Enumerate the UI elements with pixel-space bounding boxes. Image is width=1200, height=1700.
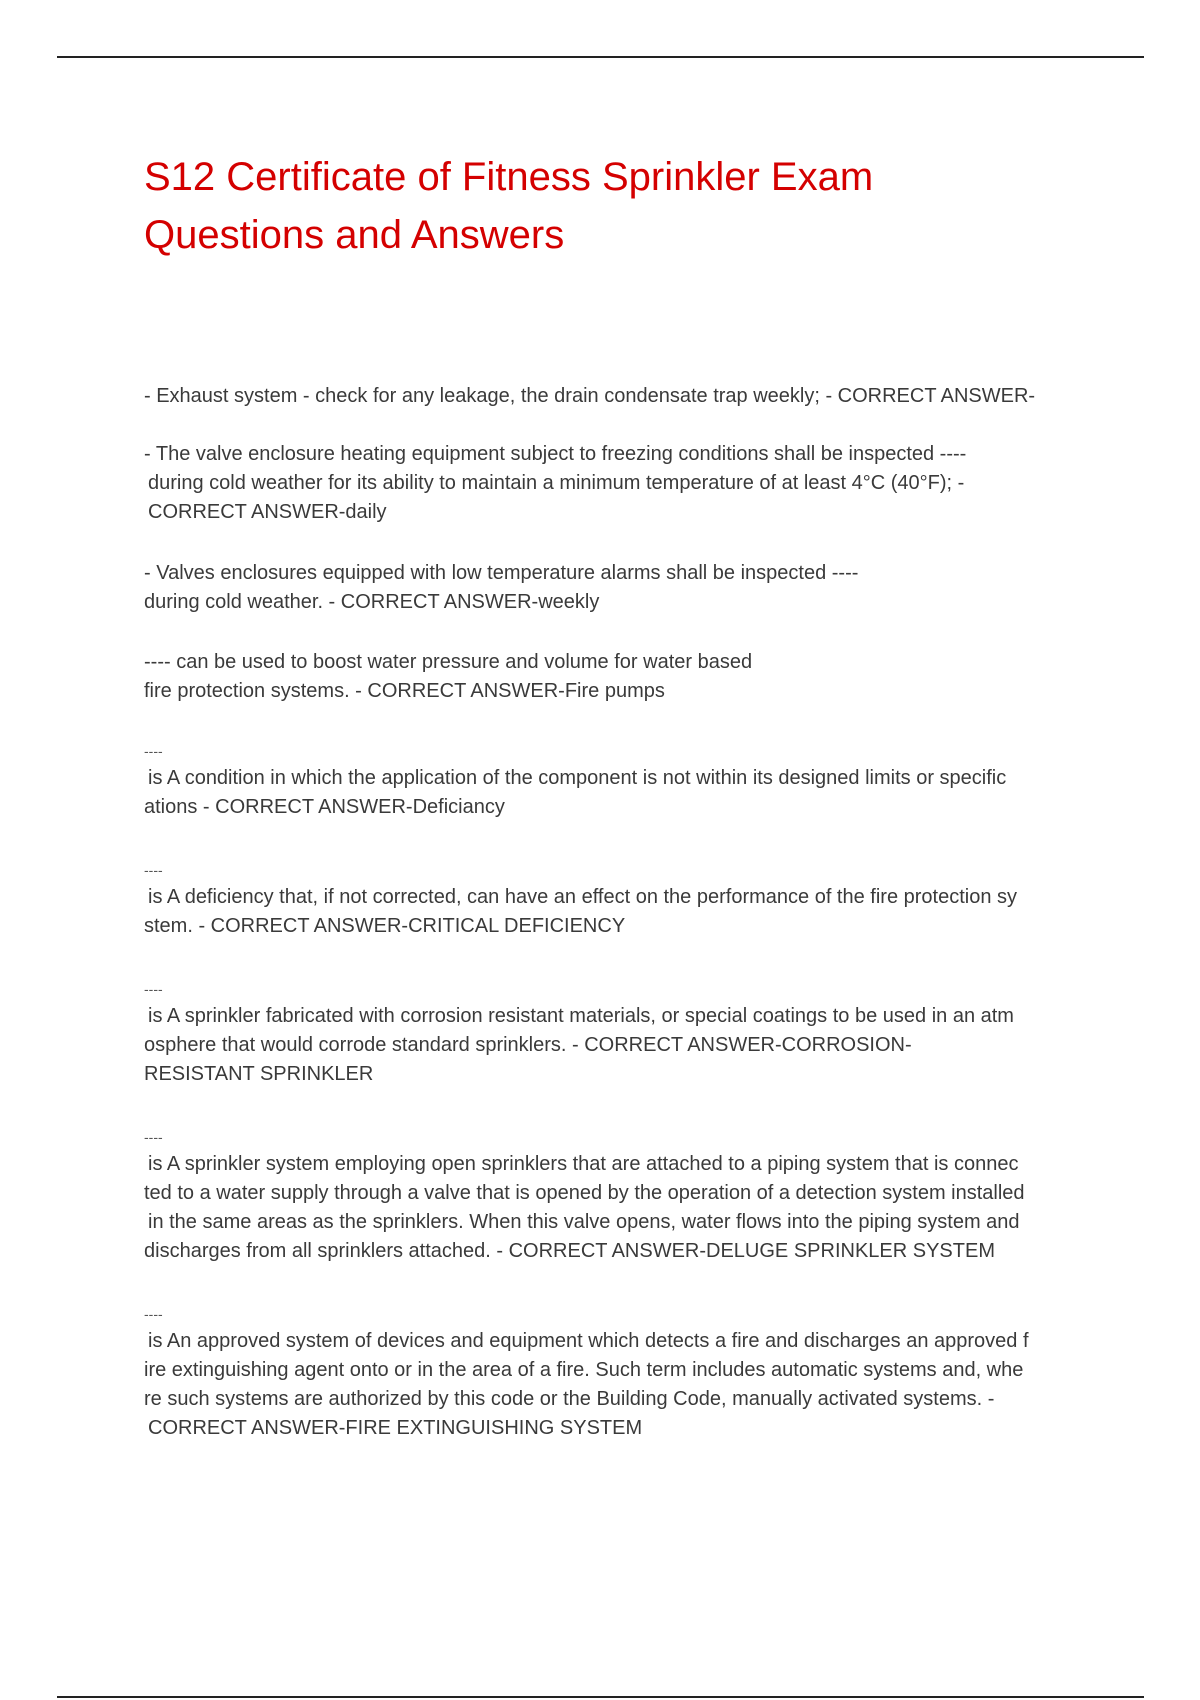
qa-line: fire protection systems. - CORRECT ANSWER-Fire pumps: [144, 680, 665, 702]
qa-line: during cold weather for its ability to maintain a minimum temperature of at least 4°C (40°F); -: [148, 472, 965, 494]
qa-line: discharges from all sprinklers attached. - CORRECT ANSWER-DELUGE SPRINKLER SYSTEM: [144, 1240, 995, 1262]
qa-line: RESISTANT SPRINKLER: [144, 1063, 374, 1085]
qa-dash: ----: [144, 1129, 163, 1145]
qa-line: osphere that would corrode standard sprinklers. - CORRECT ANSWER-CORROSION-: [144, 1034, 912, 1056]
header-rule: [57, 56, 1144, 58]
qa-dash: ----: [144, 743, 163, 759]
qa-line: - The valve enclosure heating equipment subject to freezing conditions shall be inspected ----: [144, 443, 967, 465]
qa-line: CORRECT ANSWER-daily: [148, 501, 387, 523]
qa-line: ations - CORRECT ANSWER-Deficiancy: [144, 796, 505, 818]
qa-line: stem. - CORRECT ANSWER-CRITICAL DEFICIENCY: [144, 915, 626, 937]
qa-line: ire extinguishing agent onto or in the area of a fire. Such term includes automatic systems and, whe: [144, 1359, 1024, 1381]
qa-line: is A sprinkler system employing open sprinklers that are attached to a piping system that is connec: [148, 1153, 1019, 1175]
qa-item: [144, 976, 1089, 1089]
qa-item: [144, 648, 1089, 706]
qa-item: [144, 440, 1089, 527]
qa-line: CORRECT ANSWER-FIRE EXTINGUISHING SYSTEM: [148, 1417, 643, 1439]
footer-rule: [57, 1696, 1144, 1698]
qa-line: is An approved system of devices and equipment which detects a fire and discharges an approved f: [148, 1330, 1029, 1352]
qa-item: [144, 1124, 1089, 1266]
qa-dash: ----: [144, 981, 163, 997]
qa-line: ted to a water supply through a valve that is opened by the operation of a detection system installed: [144, 1182, 1025, 1204]
qa-item: [144, 382, 1089, 411]
qa-line: during cold weather. - CORRECT ANSWER-weekly: [144, 591, 600, 613]
qa-item: [144, 1301, 1089, 1443]
qa-line: in the same areas as the sprinklers. When this valve opens, water flows into the piping system and: [148, 1211, 1020, 1233]
qa-line: re such systems are authorized by this code or the Building Code, manually activated systems. -: [144, 1388, 995, 1410]
qa-line: is A deficiency that, if not corrected, can have an effect on the performance of the fire protection sy: [148, 886, 1018, 908]
title-line-1: S12 Certificate of Fitness Sprinkler Exam: [144, 155, 874, 199]
qa-line: - Exhaust system - check for any leakage, the drain condensate trap weekly; - CORRECT ANSWER-: [144, 385, 1036, 407]
qa-item: [144, 559, 1089, 617]
qa-line: is A condition in which the application of the component is not within its designed limits or specific: [148, 767, 1007, 789]
page-title: [144, 148, 1044, 264]
qa-line: is A sprinkler fabricated with corrosion resistant materials, or special coatings to be used in an atm: [148, 1005, 1014, 1027]
qa-line: - Valves enclosures equipped with low temperature alarms shall be inspected ----: [144, 562, 859, 584]
qa-item: [144, 738, 1089, 822]
qa-dash: ----: [144, 1306, 163, 1322]
qa-dash: ----: [144, 862, 163, 878]
title-line-2: Questions and Answers: [144, 213, 565, 257]
qa-line: ---- can be used to boost water pressure and volume for water based: [144, 651, 753, 673]
qa-item: [144, 857, 1089, 941]
